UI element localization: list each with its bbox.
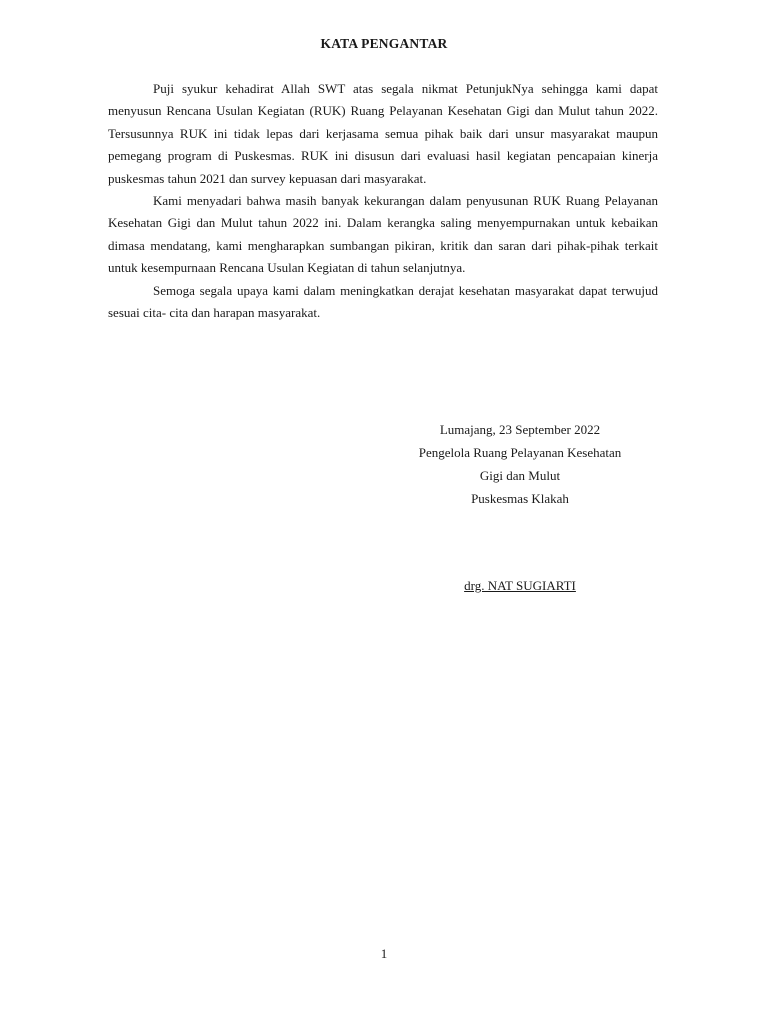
signature-role-line2: Gigi dan Mulut — [479, 468, 561, 483]
page-number: 1 — [380, 946, 388, 961]
document-body — [108, 78, 658, 324]
document-title: KATA PENGANTAR — [320, 36, 448, 51]
signatory-name: drg. NAT SUGIARTI — [464, 578, 576, 593]
signature-role-line1: Pengelola Ruang Pelayanan Kesehatan — [418, 445, 622, 460]
paragraph-2: Kami menyadari bahwa masih banyak kekurangan dalam penyusunan RUK Ruang Pelayanan Kesehatan Gigi dan Mulut tahun 2022 ini. Dalam kerangka saling menyempurnakan untuk kebaikan dimasa mendatang, kami mengharapkan sumbangan pikiran, kritik dan saran dari pihak-pihak terkait untuk kesempurnaan Rencana Usulan Kegiatan di tahun selanjutnya. — [108, 193, 658, 276]
signature-block — [380, 418, 660, 510]
paragraph-1: Puji syukur kehadirat Allah SWT atas segala nikmat PetunjukNya sehingga kami dapat menyusun Rencana Usulan Kegiatan (RUK) Ruang Pelayanan Kesehatan Gigi dan Mulut tahun 2022. Tersusunnya RUK ini tidak lepas dari kerjasama semua pihak baik dari unsur masyarakat maupun pemegang program di Puskesmas. RUK ini disusun dari evaluasi hasil kegiatan pencapaian kinerja puskesmas tahun 2021 dan survey kepuasan dari masyarakat. — [108, 81, 658, 186]
signature-place-date: Lumajang, 23 September 2022 — [439, 422, 601, 437]
signature-institution: Puskesmas Klakah — [471, 491, 569, 506]
paragraph-3: Semoga segala upaya kami dalam meningkatkan derajat kesehatan masyarakat dapat terwujud sesuai cita- cita dan harapan masyarakat. — [108, 282, 658, 321]
